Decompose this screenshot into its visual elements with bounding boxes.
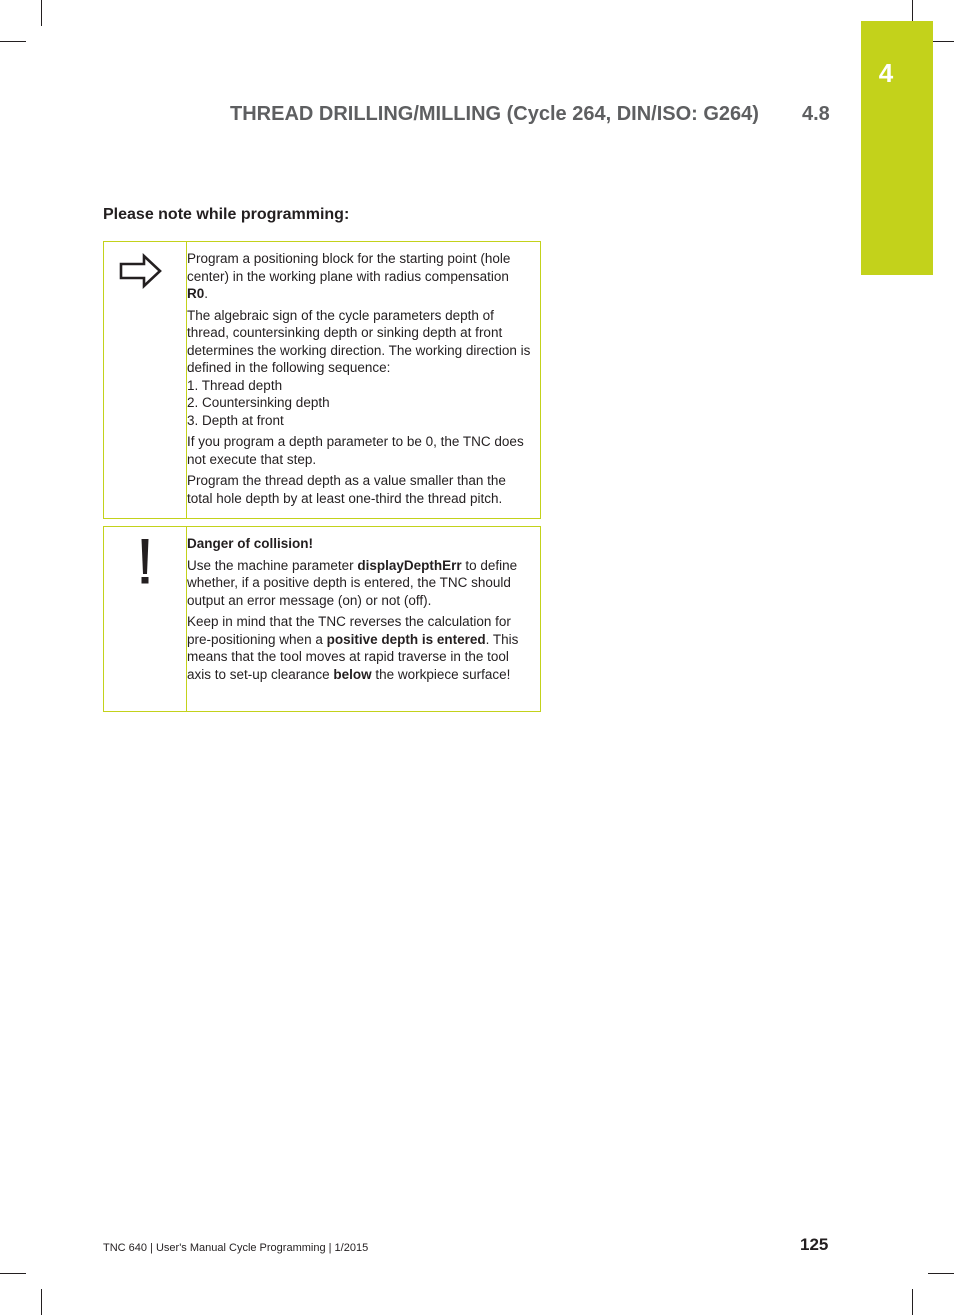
exclamation-icon <box>104 527 186 602</box>
info-paragraph: The algebraic sign of the cycle parameters depth of thread, countersinking depth or sinking depth at front determines the working direction. The working direction is defined in the following sequence: 1. Thread depth 2. Countersinking depth 3. Depth at front <box>187 307 531 428</box>
note-heading: Please note while programming: <box>103 206 350 223</box>
arrow-right-icon <box>104 242 186 307</box>
footer-text: TNC 640 | User's Manual Cycle Programming | 1/2015 <box>103 1242 369 1254</box>
sequence-step: 1. Thread depth <box>187 377 283 393</box>
page-number: 125 <box>800 1235 829 1254</box>
crop-mark <box>41 0 42 26</box>
crop-mark <box>0 1273 26 1274</box>
info-paragraph: Program the thread depth as a value smaller than the total hole depth by at least one-third the thread pitch. <box>187 473 506 506</box>
warning-paragraph: Keep in mind that the TNC reverses the calculation for pre-positioning when a positive depth is entered. This means that the tool moves at rapid traverse in the tool axis to set-up clearance below the workpiece surface! <box>187 614 519 682</box>
chapter-number: 4 <box>878 58 894 88</box>
box-divider <box>186 527 187 711</box>
crop-mark <box>0 41 26 42</box>
parameter-name: displayDepthErr <box>357 557 462 573</box>
section-number: 4.8 <box>802 103 830 125</box>
crop-mark <box>41 1289 42 1315</box>
info-paragraph: Program a positioning block for the starting point (hole center) in the working plane with radius compensation R0. <box>187 251 511 301</box>
warning-title: Danger of collision! <box>187 536 314 551</box>
info-paragraph: If you program a depth parameter to be 0, the TNC does not execute that step. <box>187 434 524 467</box>
crop-mark <box>912 1289 913 1315</box>
info-note-box <box>103 241 541 519</box>
box-divider <box>186 242 187 518</box>
warning-paragraph: Use the machine parameter displayDepthErr to define whether, if a positive depth is entered, the TNC should output an error message (on) or not (off). <box>187 557 518 608</box>
crop-mark <box>928 1273 954 1274</box>
sequence-step: 2. Countersinking depth <box>187 395 330 410</box>
r0-term: R0 <box>187 286 205 301</box>
warning-note-box <box>103 526 541 712</box>
section-title: THREAD DRILLING/MILLING (Cycle 264, DIN/ISO: G264) <box>230 103 759 125</box>
sequence-step: 3. Depth at front <box>187 412 284 428</box>
